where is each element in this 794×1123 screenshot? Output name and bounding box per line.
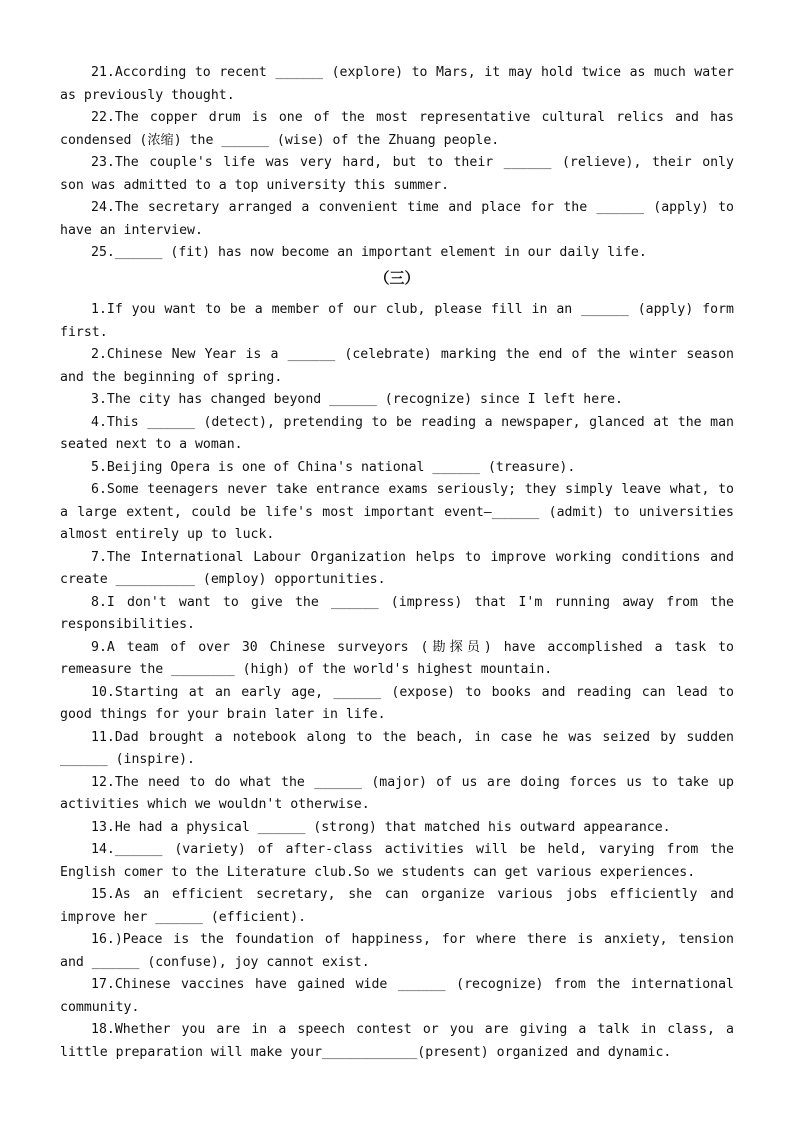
question-17: 17.Chinese vaccines have gained wide ______ (recognize) from the international community.	[60, 977, 742, 1015]
question-12: 12.The need to do what the ______ (major) of us are doing forces us to take up activities which we wouldn't otherwise.	[60, 774, 742, 812]
question-23: 23.The couple's life was very hard, but to their ______ (relieve), their only son was admitted to a top university this summer.	[60, 155, 742, 193]
question-4: 4.This ______ (detect), pretending to be reading a newspaper, glanced at the man seated next to a woman.	[60, 414, 742, 452]
question-5: 5.Beijing Opera is one of China's national ______ (treasure).	[91, 459, 576, 475]
question-15: 15.As an efficient secretary, she can organize various jobs efficiently and improve her ______ (efficient).	[60, 887, 742, 925]
worksheet-page	[60, 62, 742, 1064]
question-13: 13.He had a physical ______ (strong) that matched his outward appearance.	[91, 819, 671, 835]
question-3: 3.The city has changed beyond ______ (recognize) since I left here.	[91, 392, 623, 407]
question-10: 10.Starting at an early age, ______ (expose) to books and reading can lead to good things for your brain later in life.	[60, 684, 742, 722]
section-b-questions	[60, 299, 742, 1064]
question-25: 25.______ (fit) has now become an important element in our daily life.	[91, 245, 647, 260]
section-heading: （三）	[374, 268, 420, 287]
question-9: 9.A team of over 30 Chinese surveyors (勘探员) have accomplished a task to remeasure the ________ (high) of the world's highest mountain.	[60, 639, 742, 677]
question-24: 24.The secretary arranged a convenient time and place for the ______ (apply) to have an interview.	[60, 200, 742, 238]
question-6: 6.Some teenagers never take entrance exams seriously; they simply leave what, to a large extent, could be life's most important event—______ (admit) to universities almost entirely up to luck.	[60, 482, 742, 542]
question-2: 2.Chinese New Year is a ______ (celebrate) marking the end of the winter season and the beginning of spring.	[60, 347, 742, 385]
question-8: 8.I don't want to give the ______ (impress) that I'm running away from the responsibilities.	[60, 594, 742, 632]
question-22: 22.The copper drum is one of the most representative cultural relics and has condensed (浓缩) the ______ (wise) of the Zhuang people.	[60, 110, 742, 148]
question-18: 18.Whether you are in a speech contest or you are giving a talk in class, a little preparation will make your____________(present) organized and dynamic.	[60, 1022, 742, 1060]
question-7: 7.The International Labour Organization helps to improve working conditions and create __________ (employ) opportunities.	[60, 549, 742, 587]
question-21: 21.According to recent ______ (explore) to Mars, it may hold twice as much water as previously thought.	[60, 65, 742, 103]
question-16: 16.)Peace is the foundation of happiness, for where there is anxiety, tension and ______ (confuse), joy cannot exist.	[60, 932, 742, 970]
question-11: 11.Dad brought a notebook along to the beach, in case he was seized by sudden ______ (inspire).	[60, 729, 742, 767]
question-1: 1.If you want to be a member of our club, please fill in an ______ (apply) form first.	[60, 302, 742, 340]
question-14: 14.______ (variety) of after-class activities will be held, varying from the English comer to the Literature club.So we students can get various experiences.	[60, 842, 742, 880]
section-a-questions	[60, 62, 742, 265]
